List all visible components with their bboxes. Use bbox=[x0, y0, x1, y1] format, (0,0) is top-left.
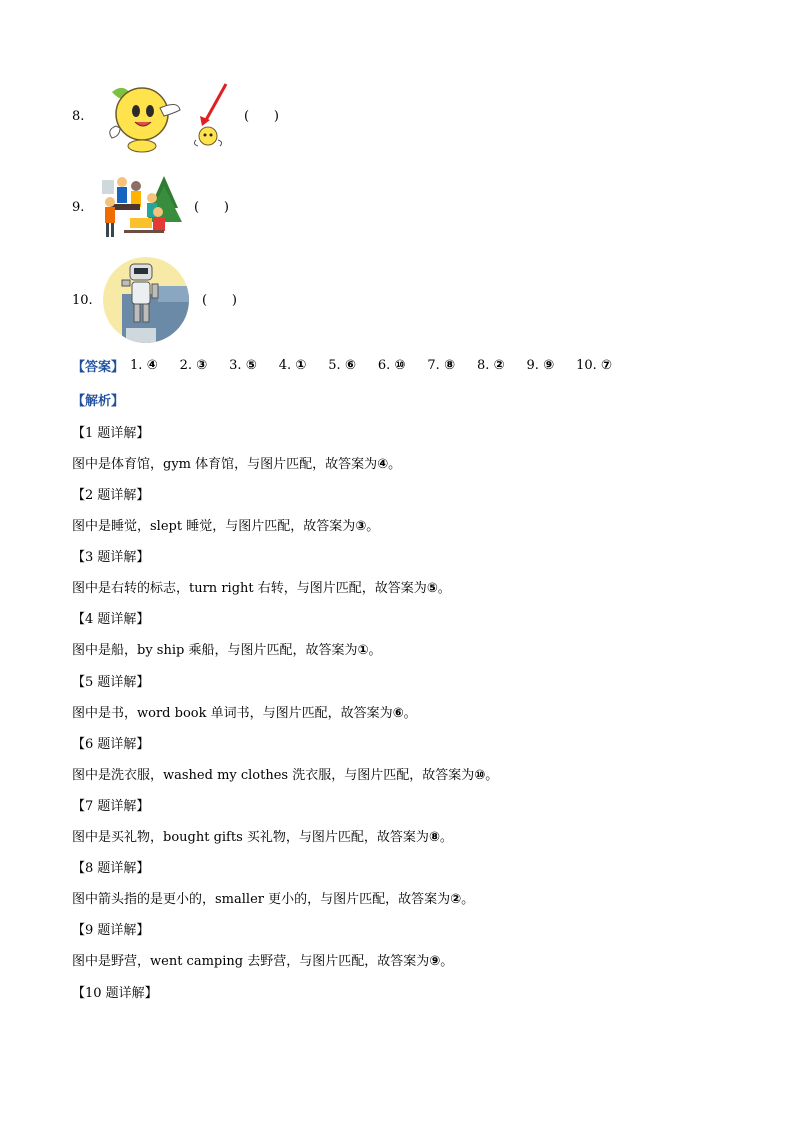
answer-blank: ( ) bbox=[202, 292, 237, 308]
question-8 bbox=[72, 78, 279, 154]
answer-item: 2. ③ bbox=[179, 358, 208, 373]
answer-item: 4. ① bbox=[278, 358, 307, 373]
answer-blank: ( ) bbox=[244, 108, 279, 124]
detail-heading: 【6 题详解】 bbox=[72, 737, 150, 752]
answer-item: 7. ⑧ bbox=[427, 358, 455, 373]
detail-text: 图中是右转的标志，turn right 右转，与图片匹配，故答案为⑤。 bbox=[72, 581, 451, 596]
detail-text: 图中箭头指的是更小的，smaller 更小的，与图片匹配，故答案为②。 bbox=[72, 892, 475, 907]
detail-text: 图中是书，word book 单词书，与图片匹配，故答案为⑥。 bbox=[72, 706, 417, 721]
detail-text: 图中是睡觉，slept 睡觉，与图片匹配，故答案为③。 bbox=[72, 519, 380, 534]
answer-item: 5. ⑥ bbox=[328, 358, 356, 373]
detail-heading: 【5 题详解】 bbox=[72, 675, 150, 690]
answer-row bbox=[72, 356, 634, 375]
answer-item: 1. ④ bbox=[130, 358, 158, 373]
robot-image bbox=[102, 256, 190, 344]
question-10 bbox=[72, 256, 237, 344]
detail-text: 图中是买礼物，bought gifts 买礼物，与图片匹配，故答案为⑧。 bbox=[72, 830, 453, 845]
detail-heading: 【10 题详解】 bbox=[72, 986, 158, 1001]
detail-heading: 【7 题详解】 bbox=[72, 799, 150, 814]
detail-heading: 【8 题详解】 bbox=[72, 861, 150, 876]
camping-image bbox=[100, 172, 182, 242]
question-number: 10. bbox=[72, 292, 93, 308]
detail-text: 图中是洗衣服，washed my clothes 洗衣服，与图片匹配，故答案为⑩。 bbox=[72, 768, 499, 783]
answer-blank: ( ) bbox=[194, 199, 229, 215]
detail-heading: 【9 题详解】 bbox=[72, 923, 150, 938]
answer-item: 8. ② bbox=[476, 358, 505, 373]
question-number: 8. bbox=[72, 108, 85, 124]
answer-item: 9. ⑨ bbox=[526, 358, 555, 373]
question-9 bbox=[72, 172, 229, 242]
cartoon-image bbox=[102, 78, 232, 154]
detail-text: 图中是野营，went camping 去野营，与图片匹配，故答案为⑨。 bbox=[72, 954, 454, 969]
question-number: 9. bbox=[72, 199, 85, 215]
answer-item: 10. ⑦ bbox=[576, 358, 612, 373]
detail-text: 图中是船，by ship 乘船，与图片匹配，故答案为①。 bbox=[72, 643, 382, 658]
detail-heading: 【4 题详解】 bbox=[72, 612, 150, 627]
detail-heading: 【1 题详解】 bbox=[72, 426, 150, 441]
detail-text: 图中是体育馆，gym 体育馆，与图片匹配，故答案为④。 bbox=[72, 457, 402, 472]
detail-heading: 【3 题详解】 bbox=[72, 550, 150, 565]
answer-label: 【答案】 bbox=[72, 360, 125, 375]
detail-heading: 【2 题详解】 bbox=[72, 488, 150, 503]
answer-item: 3. ⑤ bbox=[229, 358, 257, 373]
analysis-label: 【解析】 bbox=[72, 394, 125, 409]
answer-item: 6. ⑩ bbox=[377, 358, 406, 373]
